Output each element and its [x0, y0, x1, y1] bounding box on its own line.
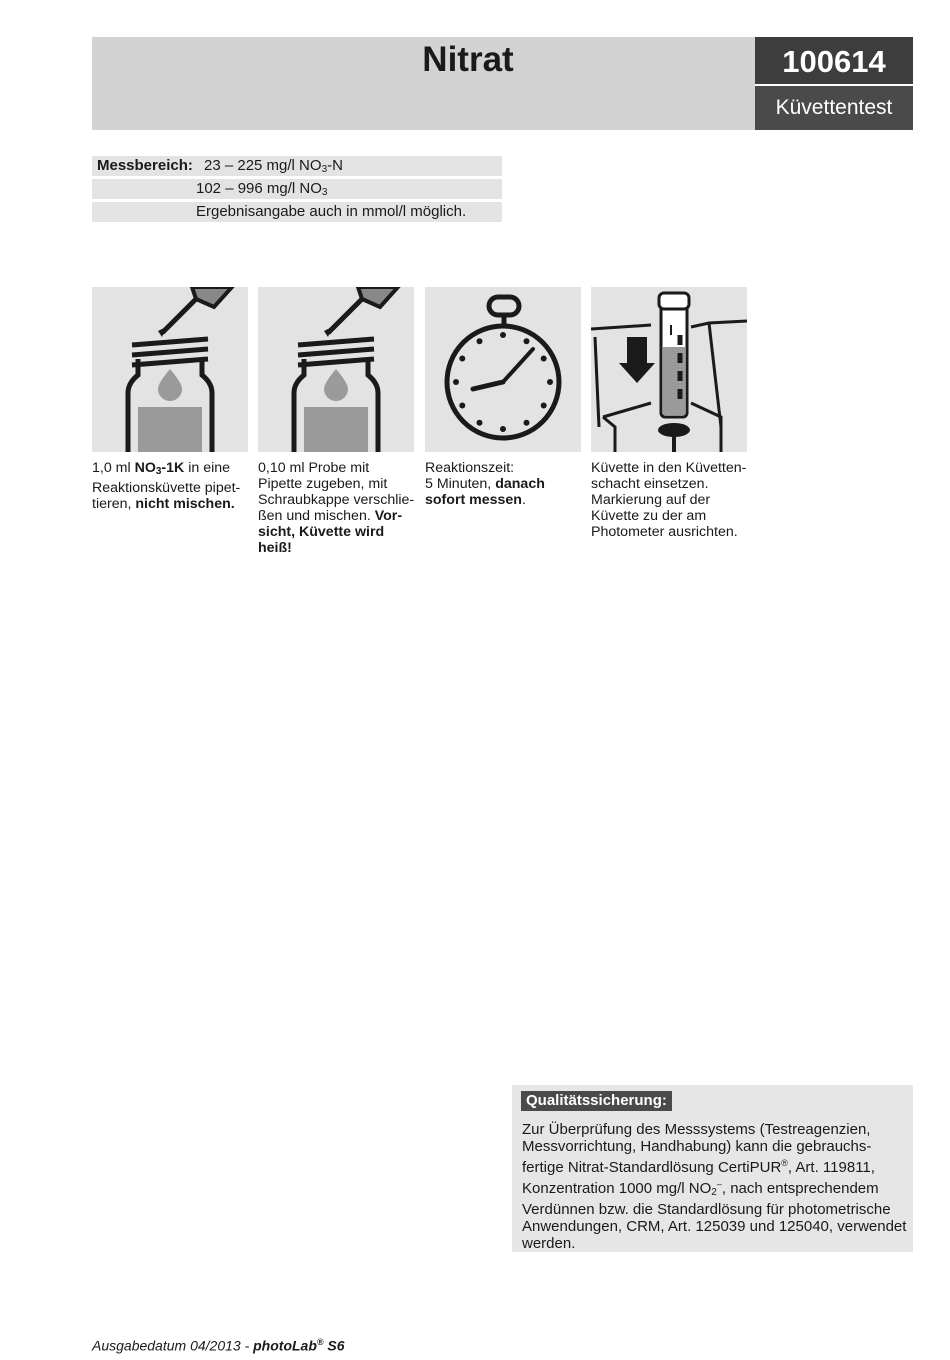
pictogram-pipette-sample	[258, 287, 414, 452]
stopwatch-icon	[425, 287, 581, 452]
step-4-text: Küvette in den Küvetten-schacht einsetzen. Markierung auf der Küvette zu der am Photometer ausrichten.	[591, 460, 747, 540]
range-value-2: 102 – 996 mg/l $NO_3$	[196, 180, 328, 198]
step-2-text: 0,10 ml Probe mit Pipette zugeben, mit Schraubkappe verschlie-ßen und mischen. Vor-sicht, Küvette wird heiß!	[258, 460, 415, 556]
test-type-label: Küvettentest	[755, 86, 913, 130]
quality-text: Zur Überprüfung des Messsystems (Testreagenzien, Messvorrichtung, Handhabung) kann die gebrauchs-fertige Nitrat-Standardlösung CertiPUR®, Art. 119811, Konzentration 1000 mg/l $NO_2^-$, nach entsprechendem Verdünnen bzw. die Standardlösung für photometrische Anwendungen, CRM, Art. 125039 und 125040, verwendet werden.	[522, 1121, 907, 1252]
pictogram-stopwatch	[425, 287, 581, 452]
quality-heading: Qualitätssicherung:	[521, 1091, 672, 1111]
pictogram-photometer	[591, 287, 747, 452]
footer: Ausgabedatum 04/2013 - photoLab® S6	[92, 1337, 345, 1354]
range-row-3	[92, 202, 502, 222]
quality-assurance-box	[512, 1085, 913, 1252]
range-value-1: 23 – 225 mg/l $NO_3-N$	[204, 157, 343, 175]
step-3-text: Reaktionszeit: 5 Minuten, danach sofort messen.	[425, 460, 545, 508]
photometer-cuvette-icon	[591, 287, 747, 452]
range-note: Ergebnisangabe auch in mmol/l möglich.	[196, 203, 467, 220]
range-row-1	[92, 156, 502, 176]
range-row-2	[92, 179, 502, 199]
pipette-vial-icon	[92, 287, 248, 452]
pictogram-pipette-reagent	[92, 287, 248, 452]
pipette-vial-icon	[258, 287, 414, 452]
article-number: 100614	[755, 37, 913, 84]
page-title: Nitrat	[422, 40, 514, 79]
range-label: Messbereich:	[97, 157, 193, 174]
step-1-text: 1,0 ml $NO_3-1K$ in eine Reaktionsküvette pipet-tieren, nicht mischen.	[92, 460, 241, 512]
